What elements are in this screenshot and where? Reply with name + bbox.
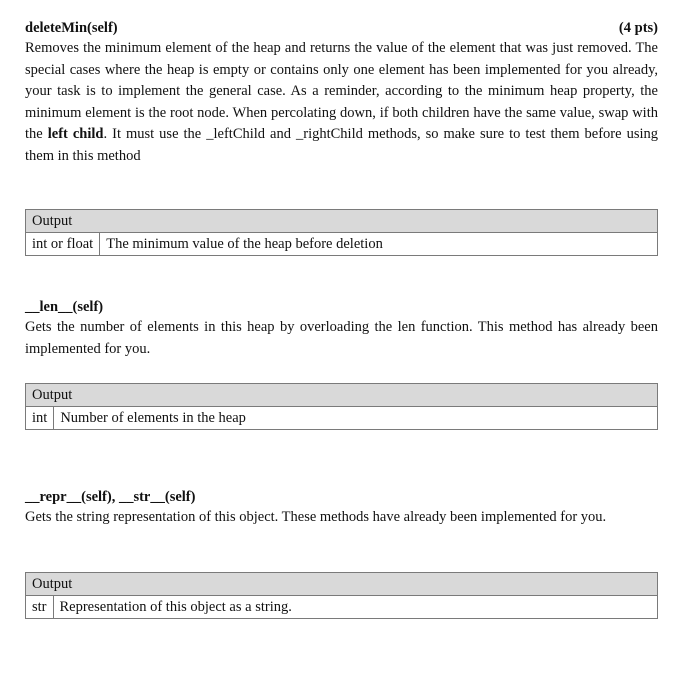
deletemin-title: deleteMin(self) (25, 20, 118, 36)
len-output-table (25, 383, 658, 430)
deletemin-description: Removes the minimum element of the heap and returns the value of the element that was just removed. The special cases where the heap is empty or contains only one element has been implemented for you already, your task is to implement the general case. As a reminder, according to the minimum heap property, the minimum element is the root node. When percolating down, if both children have the same value, swap with the left child. It must use the _leftChild and _rightChild methods, so make sure to test them before using them in this method (25, 40, 658, 164)
repr-str-section (25, 487, 658, 529)
repr-str-heading: __repr__(self), __str__(self) (25, 489, 196, 505)
output-header: Output (26, 573, 658, 596)
output-header: Output (26, 384, 658, 407)
deletemin-output-table (25, 209, 658, 256)
output-header: Output (26, 210, 658, 233)
output-description: Number of elements in the heap (54, 407, 658, 430)
output-description: The minimum value of the heap before deletion (100, 233, 658, 256)
repr-str-output-table (25, 572, 658, 619)
len-heading: __len__(self) (25, 299, 104, 315)
left-child-emphasis: left child (47, 126, 104, 142)
deletemin-section (25, 18, 658, 167)
len-description: Gets the number of elements in this heap by overloading the len function. This method has already been implemented for you. (25, 319, 658, 357)
output-type: int or float (26, 233, 100, 256)
deletemin-heading (25, 18, 658, 38)
len-section (25, 297, 658, 360)
output-description: Representation of this object as a string. (53, 596, 658, 619)
output-type: str (26, 596, 54, 619)
deletemin-points: (4 pts) (618, 20, 658, 36)
repr-str-description: Gets the string representation of this object. These methods have already been implemented for you. (25, 509, 607, 525)
output-type: int (26, 407, 54, 430)
